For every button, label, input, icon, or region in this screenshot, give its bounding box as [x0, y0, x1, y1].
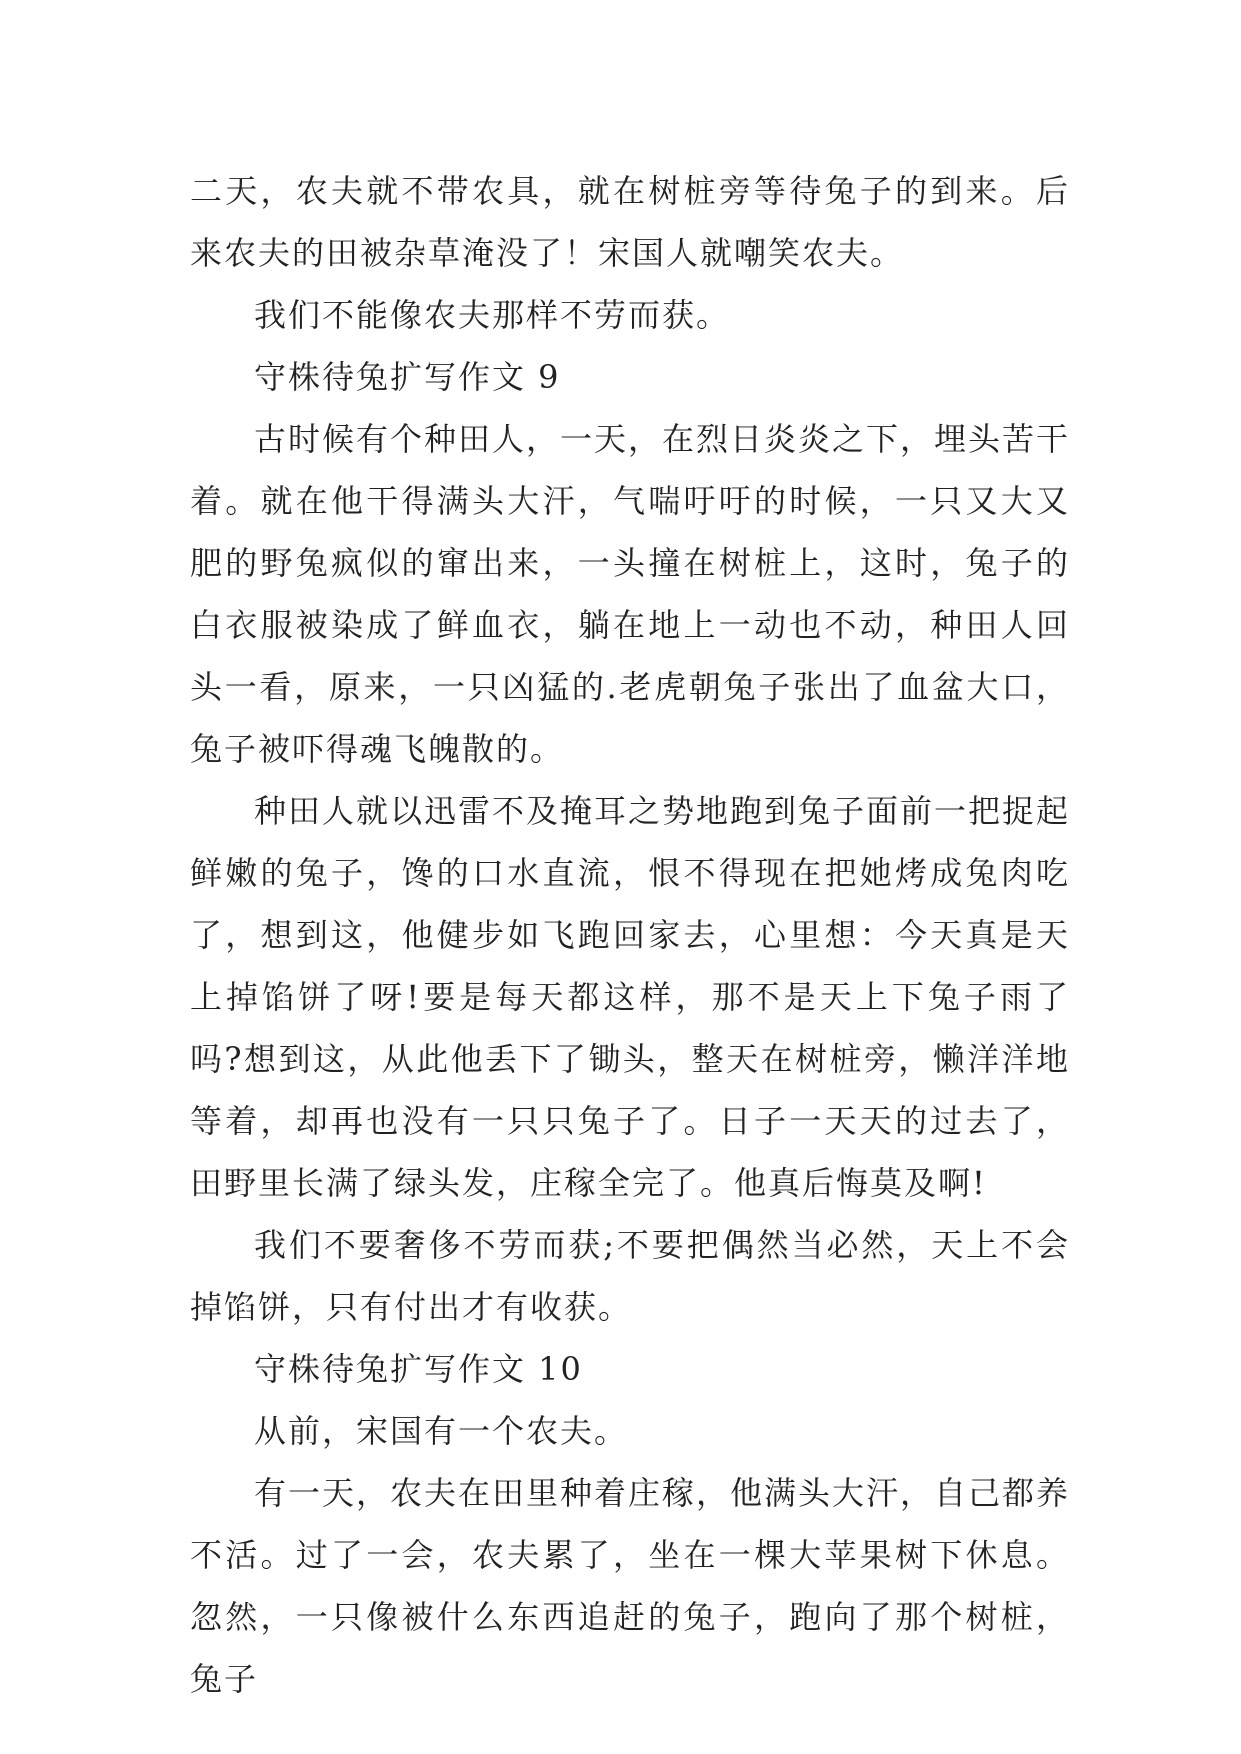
paragraph-moral-2: 我们不要奢侈不劳而获;不要把偶然当必然，天上不会掉馅饼，只有付出才有收获。: [190, 1226, 1070, 1326]
paragraph-essay-9-body: 种田人就以迅雷不及掩耳之势地跑到兔子面前一把捉起鲜嫩的兔子，馋的口水直流，恨不得现在把她烤成兔肉吃了，想到这，他健步如飞跑回家去，心里想：今天真是天上掉馅饼了呀!要是每天都这样，那不是天上下兔子雨了吗?想到这，从此他丢下了锄头，整天在树桩旁，懒洋洋地等着，却再也没有一只只兔子了。日子一天天的过去了，田野里长满了绿头发，庄稼全完了。他真后悔莫及啊!: [190, 792, 1071, 1202]
essay-heading-9: 守株待兔扩写作文 9: [254, 358, 561, 396]
paragraph-essay-9-intro: 古时候有个种田人，一天，在烈日炎炎之下，埋头苦干着。就在他干得满头大汗，气喘吁吁的时候，一只又大又肥的野兔疯似的窜出来，一头撞在树桩上，这时，兔子的白衣服被染成了鲜血衣，躺在地上一动也不动，种田人回头一看，原来，一只凶猛的.老虎朝兔子张出了血盆大口，兔子被吓得魂飞魄散的。: [190, 420, 1071, 768]
document-body: [190, 160, 1070, 1710]
paragraph-essay-10-body: 有一天，农夫在田里种着庄稼，他满头大汗，自己都养不活。过了一会，农夫累了，坐在一棵大苹果树下休息。忽然，一只像被什么东西追赶的兔子，跑向了那个树桩，兔子: [190, 1474, 1071, 1698]
paragraph-essay-10-intro: 从前，宋国有一个农夫。: [254, 1412, 629, 1450]
essay-heading-10: 守株待兔扩写作文 10: [254, 1350, 583, 1388]
paragraph-continuation: 二天，农夫就不带农具，就在树桩旁等待兔子的到来。后来农夫的田被杂草淹没了！宋国人就嘲笑农夫。: [190, 172, 1070, 272]
paragraph-moral-1: 我们不能像农夫那样不劳而获。: [254, 296, 731, 334]
